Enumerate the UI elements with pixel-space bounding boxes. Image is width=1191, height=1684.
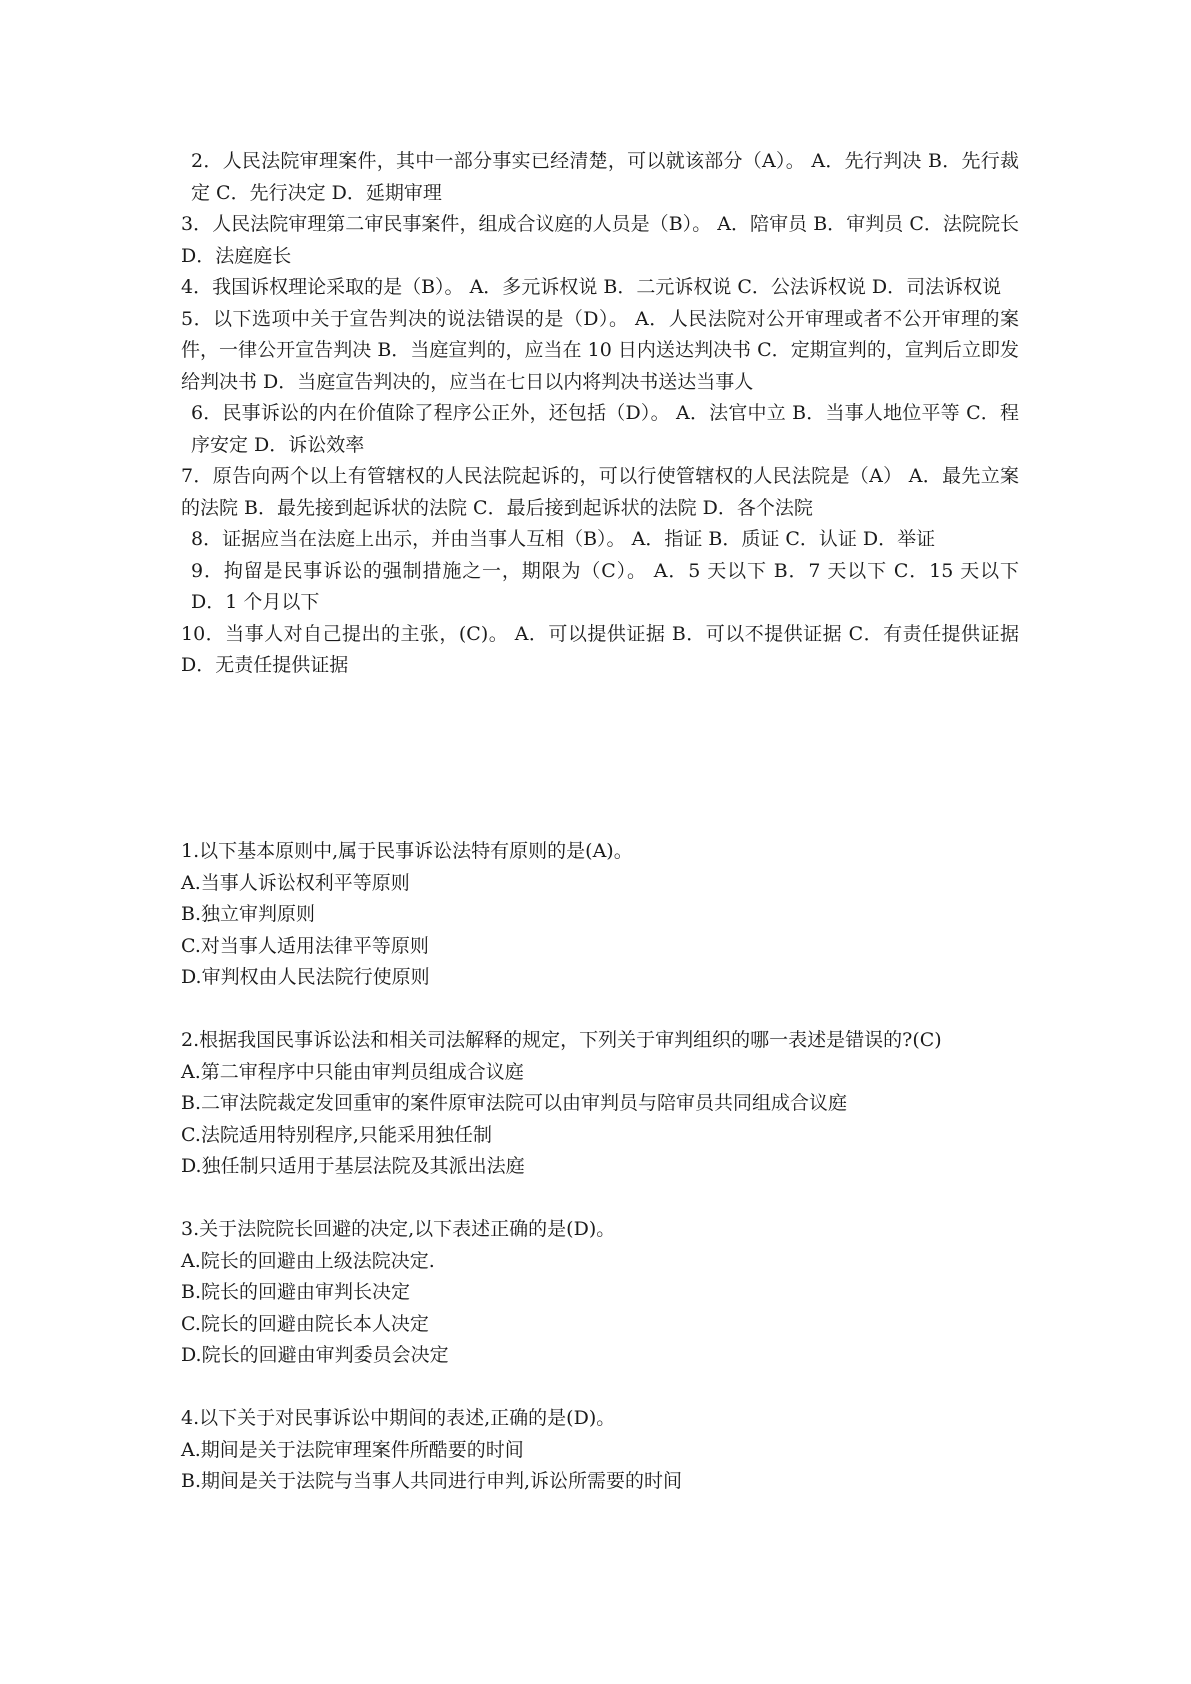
question-stem: 2.根据我国民事诉讼法和相关司法解释的规定，下列关于审判组织的哪一表述是错误的?(C) [181,1029,942,1051]
answer-option: B.院长的回避由审判长决定 [181,1281,411,1303]
question-paragraph: 3．人民法院审理第二审民事案件，组成合议庭的人员是（B）。 A．陪审员 B．审判员 C．法院院长 D．法庭庭长 [181,213,1019,267]
question-paragraph: 5．以下选项中关于宣告判决的说法错误的是（D）。 A．人民法院对公开审理或者不公开审理的案件，一律公开宣告判决 B．当庭宣判的，应当在 10 日内送达判决书 C．定期宣判的，宣判后立即发给判决书 D．当庭宣告判决的，应当在七日以内将判决书送达当事人 [181,307,1019,393]
question-block [181,1025,1019,1183]
answer-option: D.院长的回避由审判委员会决定 [181,1344,449,1366]
question-block [181,1403,1019,1498]
question-block [181,1214,1019,1372]
question-stem: 1.以下基本原则中,属于民事诉讼法特有原则的是(A)。 [181,840,633,862]
question-section-2 [181,836,1019,1529]
answer-option: A.当事人诉讼权利平等原则 [181,871,410,894]
question-paragraph: 8．证据应当在法庭上出示，并由当事人互相（B）。 A．指证 B．质证 C．认证 D．举证 [191,528,936,550]
question-stem: 4.以下关于对民事诉讼中期间的表述,正确的是(D)。 [181,1407,616,1429]
answer-option: B.独立审判原则 [181,903,316,925]
answer-option: D.独任制只适用于基层法院及其派出法庭 [181,1155,525,1177]
answer-option: C.对当事人适用法律平等原则 [181,934,429,957]
answer-option: A.院长的回避由上级法院决定. [181,1249,435,1272]
answer-option: C.院长的回避由院长本人决定 [181,1312,429,1335]
answer-option: B.期间是关于法院与当事人共同进行申判,诉讼所需要的时间 [181,1470,683,1492]
answer-option: A.第二审程序中只能由审判员组成合议庭 [181,1060,524,1083]
question-paragraph: 10．当事人对自己提出的主张，(C)。 A．可以提供证据 B．可以不提供证据 C．有责任提供证据 D．无责任提供证据 [181,622,1019,676]
question-paragraph: 4．我国诉权理论采取的是（B）。 A．多元诉权说 B．二元诉权说 C．公法诉权说 D．司法诉权说 [181,276,1002,298]
answer-option: B.二审法院裁定发回重审的案件原审法院可以由审判员与陪审员共同组成合议庭 [181,1092,848,1114]
question-paragraph: 9．拘留是民事诉讼的强制措施之一，期限为（C）。 A．5 天以下 B．7 天以下 C．15 天以下 D．1 个月以下 [191,559,1019,613]
question-paragraph: 7．原告向两个以上有管辖权的人民法院起诉的，可以行使管辖权的人民法院是（A） A．最先立案的法院 B．最先接到起诉状的法院 C．最后接到起诉状的法院 D．各个法院 [181,465,1019,519]
answer-option: D.审判权由人民法院行使原则 [181,966,430,988]
question-paragraph: 2．人民法院审理案件，其中一部分事实已经清楚，可以就该部分（A）。 A．先行判决 B．先行裁定 C．先行决定 D．延期审理 [191,150,1019,204]
question-stem: 3.关于法院院长回避的决定,以下表述正确的是(D)。 [181,1218,616,1240]
question-block [181,836,1019,994]
question-paragraph: 6．民事诉讼的内在价值除了程序公正外，还包括（D）。 A．法官中立 B．当事人地位平等 C．程序安定 D．诉讼效率 [191,402,1019,456]
answer-option: C.法院适用特别程序,只能采用独任制 [181,1123,492,1146]
question-section-1 [181,146,1019,682]
answer-option: A.期间是关于法院审理案件所酷要的时间 [181,1438,524,1461]
